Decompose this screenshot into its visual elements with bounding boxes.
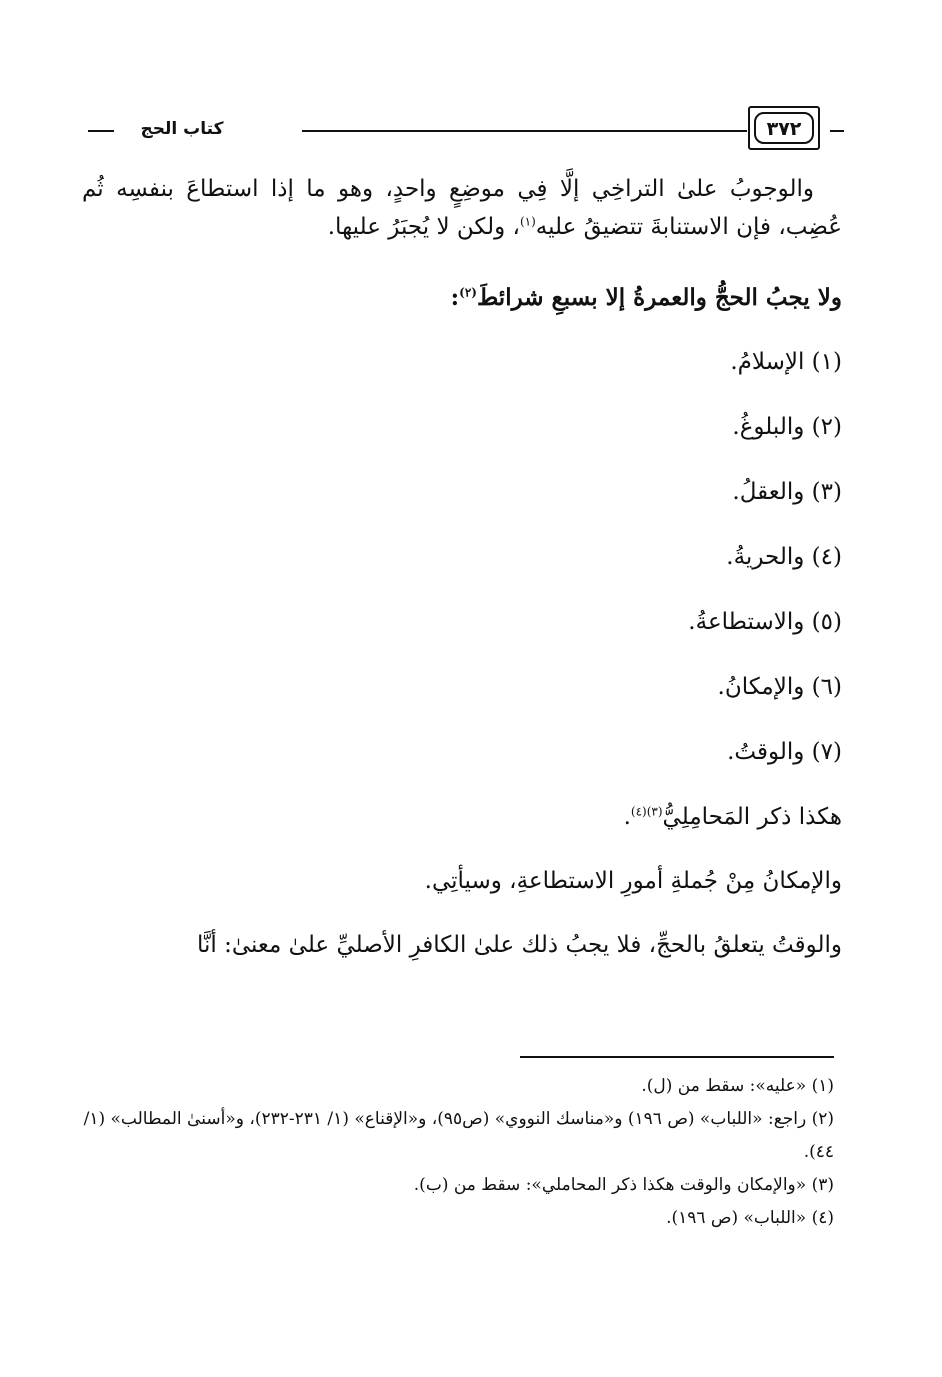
running-header	[80, 100, 840, 160]
page-number: ٣٧٢	[754, 112, 814, 144]
condition-item: (٣) والعقلُ.	[732, 479, 842, 505]
intro-tail: ، ولكن لا يُجبَرُ عليها.	[327, 214, 520, 240]
imkan-paragraph: والإمكانُ مِنْ جُملةِ أمورِ الاستطاعةِ، وسيأتِي.	[424, 868, 842, 894]
footnote-2: (٢) راجع: «اللباب» (ص ١٩٦) و«مناسك النووي» (ص٩٥)، و«الإقناع» (١/ ٢٣١-٢٣٢)، و«أسنىٰ المطالب» (١/ ٤٤).	[83, 1109, 834, 1162]
condition-item: (٦) والإمكانُ.	[717, 674, 842, 700]
book-title: كتاب الحج	[140, 119, 224, 139]
waqt-paragraph: والوقتُ يتعلقُ بالحجِّ، فلا يجبُ ذلك علىٰ الكافرِ الأصليِّ علىٰ معنىٰ: أنَّا	[196, 932, 842, 958]
footnote-ref-1: (١)	[519, 214, 536, 229]
mahamili-tail: .	[623, 804, 631, 830]
main-text	[82, 170, 842, 977]
condition-item: (٢) والبلوغُ.	[732, 414, 842, 440]
header-rule-left	[88, 130, 114, 132]
footnotes	[79, 1070, 834, 1235]
footnote-ref-3-4: (٣)(٤)	[630, 804, 663, 819]
condition-item: (٤) والحريةُ.	[726, 544, 842, 570]
mahamili-paragraph	[82, 785, 842, 849]
intro-paragraph	[82, 170, 842, 246]
footnote-separator	[520, 1056, 834, 1058]
footnote-1: (١) «عليه»: سقط من (ل).	[641, 1076, 834, 1096]
mahamili-text: هكذا ذكر المَحامِلِيُّ	[662, 804, 842, 830]
header-rule-right	[830, 130, 844, 132]
intro-text: والوجوبُ علىٰ التراخِي إلَّا فِي موضِعٍ واحدٍ، وهو ما إذا استطاعَ بنفسِه ثُم عُضِب، فإن الاستنابةَ تتضيقُ عليه	[82, 176, 842, 240]
conditions-heading-text: ولا يجبُ الحجُّ والعمرةُ إلا بسبعِ شرائطَ	[476, 284, 842, 311]
footnote-3: (٣) «والإمكان والوقت هكذا ذكر المحاملي»: سقط من (ب).	[413, 1175, 834, 1195]
footnote-4: (٤) «اللباب» (ص ١٩٦).	[666, 1208, 834, 1228]
page-number-frame	[748, 106, 820, 150]
condition-item: (١) الإسلامُ.	[730, 349, 842, 375]
condition-item: (٥) والاستطاعةُ.	[688, 609, 842, 635]
conditions-heading-tail: :	[450, 284, 460, 311]
conditions-heading	[82, 266, 842, 330]
header-rule-middle	[302, 130, 747, 132]
footnote-ref-2: (٢)	[459, 285, 477, 300]
condition-item: (٧) والوقتُ.	[727, 739, 842, 765]
